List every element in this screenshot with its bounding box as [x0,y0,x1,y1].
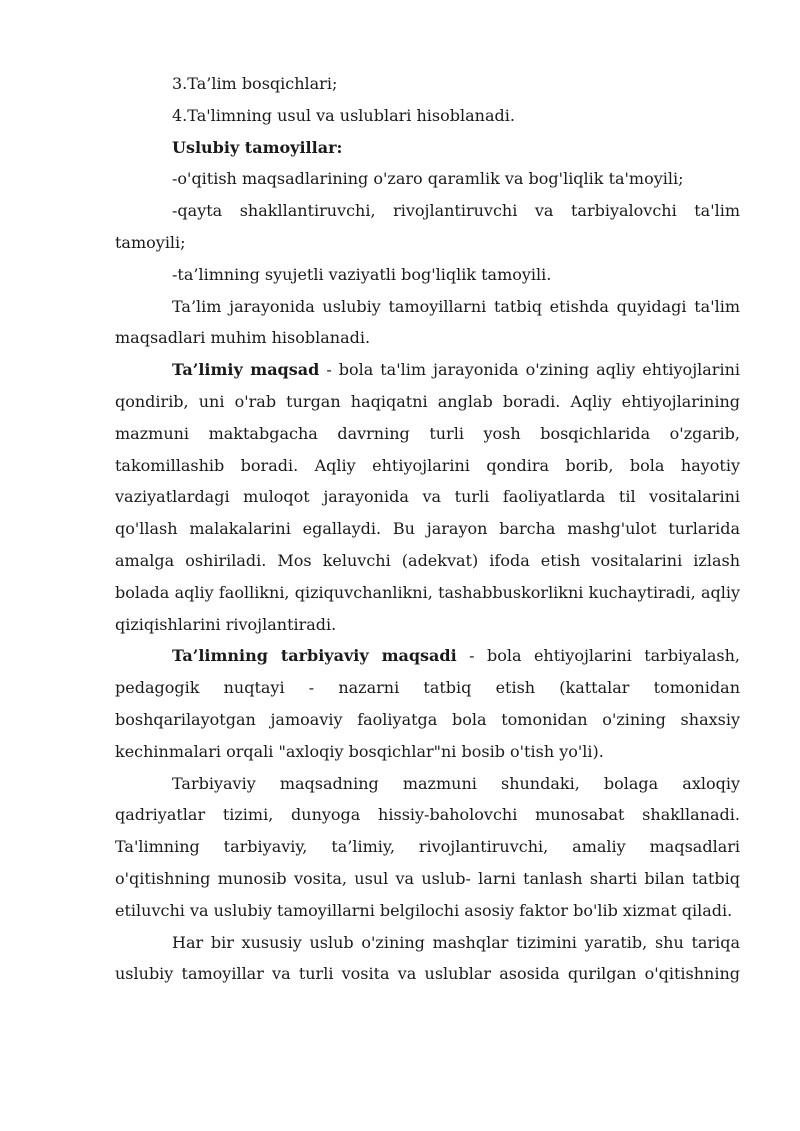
educational-goal-text: - bola ta'lim jarayonida o'zining aqliy ehtiyojlarini qondirib, uni o'rab turgan haqiqatni anglab boradi. Aqliy ehtiyojlarining mazmuni maktabgacha davrning turli yosh bosqichlarida o'zgarib, takomillashib boradi. Aqliy ehtiyojlarini qondira borib, bola hayotiy vaziyatlardagi muloqot jarayonida va turli faoliyatlarda til vositalarini qo'llash malakalarini egallaydi. Bu jarayon barcha mashg'ulot turlarida amalga oshiriladi. Mos keluvchi (adekvat) ifoda etish vositalarini izlash bolada aqliy faollikni, qiziquvchanlikni, tashabbuskorlikni kuchaytiradi, aqliy qiziqishlarini rivojlantiradi. [115,360,740,634]
intro-paragraph: Ta’lim jarayonida uslubiy tamoyillarni tatbiq etishda quyidagi ta'lim maqsadlari muhim hisoblanadi. [115,296,740,348]
educational-goal-paragraph [115,354,740,640]
principle-2: -qayta shakllantiruvchi, rivojlantiruvchi va tarbiyalovchi ta'lim tamoyili; [115,201,740,252]
upbringing-goal-paragraph [115,640,740,767]
principle-1: -o'qitish maqsadlarining o'zaro qaramlik va bog'liqlik ta'moyili; [172,169,684,189]
list-item-3: 3.Ta’lim bosqichlari; [172,74,338,93]
section-heading: Uslubiy tamoyillar: [172,137,343,157]
content-paragraph: Tarbiyaviy maqsadning mazmuni shundaki, bolaga axloqiy qadriyatlar tizimi, dunyoga hissiy-baholovchi munosabat shakllanadi. Ta'limning tarbiyaviy, ta’limiy, rivojlantiruvchi, amaliy maqsadlari o'qitishning munosib vosita, usul va uslub- larni tanlash sharti bilan tatbiq etiluvchi va uslubiy tamoyillarni belgilochi asosiy faktor bo'lib xizmat qiladi. [115,773,740,920]
educational-goal-term: Ta’limiy maqsad [172,360,320,380]
last-paragraph: Har bir xususiy uslub o'zining mashqlar tizimini yaratib, shu tariqa uslubiy tamoyillar va turli vosita va uslublar asosida qurilgan o'qitishning [115,932,740,984]
upbringing-goal-term: Ta’limning tarbiyaviy maqsadi [172,646,457,666]
list-item-4: 4.Ta'limning usul va uslublari hisoblanadi. [172,105,515,125]
upbringing-goal-text: - bola ehtiyojlarini tarbiyalash, pedagogik nuqtayi - nazarni tatbiq etish (kattalar tomonidan boshqarilayotgan jamoaviy faoliyatga bola tomonidan o'zining shaxsiy kechinmalari orqali "axloqiy bosqichlar"ni bosib o'tish yo'li). [115,646,741,761]
principle-3: -ta’limning syujetli vaziyatli bog'liqlik tamoyili. [172,264,552,284]
